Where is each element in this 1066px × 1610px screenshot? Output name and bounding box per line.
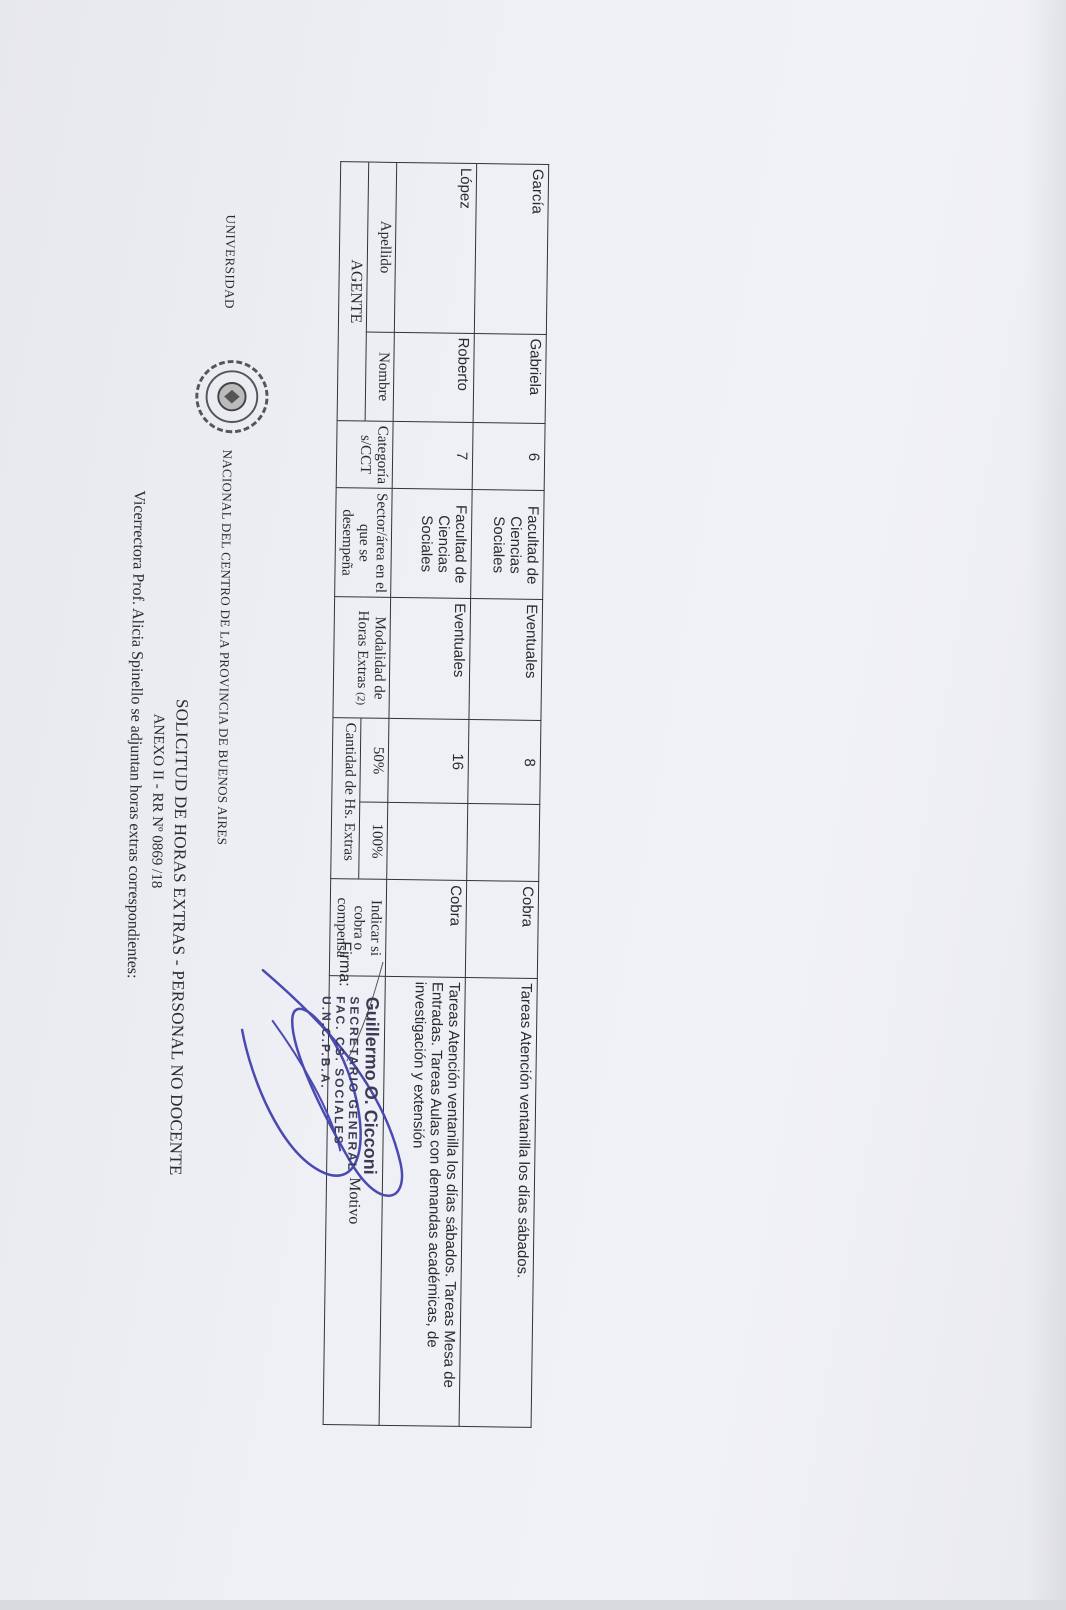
header-50: 50%: [360, 718, 389, 802]
cell-indicar: Cobra: [465, 881, 538, 979]
stamp-line-3: U.N.C.P.B.A.: [318, 995, 334, 1090]
header-modalidad-note: (2): [354, 692, 367, 706]
intro-text: Vicerrectora Prof. Alicia Spinello se adjuntan horas extras correspondientes:: [123, 490, 148, 979]
cell-apellido: García: [474, 164, 548, 335]
header-100: 100%: [359, 802, 388, 879]
cell-sector: Facultad de Ciencias Sociales: [471, 490, 545, 600]
cell-sector: Facultad de Ciencias Sociales: [391, 489, 473, 599]
cell-categoria: 7: [392, 421, 473, 489]
cell-50: 8: [468, 720, 541, 805]
cell-indicar: Cobra: [385, 880, 466, 978]
signature-stamp: [317, 996, 382, 1175]
cell-apellido: López: [394, 162, 476, 333]
cell-modalidad: Eventuales: [469, 599, 543, 721]
cell-categoria: 6: [472, 423, 545, 491]
header-indicar: Indicar si cobra o compensa: [329, 879, 386, 977]
header-agente: AGENTE: [337, 162, 369, 421]
cell-nombre: Roberto: [393, 332, 474, 422]
header-modalidad: [333, 597, 391, 719]
header-motivo: Motivo: [323, 976, 385, 1426]
cell-50: 16: [388, 719, 469, 804]
annex-reference: ANEXO II - RR Nº 0869 /18: [148, 713, 167, 889]
header-apellido: Apellido: [366, 162, 396, 332]
stamp-line-2: FAC. CS. SOCIALES: [331, 996, 348, 1146]
cell-motivo: Tareas Atención ventanilla los días sábados. Tareas Mesa de Entradas. Tareas Aulas con demandas académicas, de investigación y extensión: [379, 977, 465, 1427]
stamp-line-1: SECRETARIO GENERAL: [345, 996, 362, 1173]
header-cantidad: Cantidad de Hs. Extras: [331, 718, 361, 879]
cell-100: [467, 804, 540, 882]
header-nombre: Nombre: [365, 332, 394, 422]
document-sheet: [0, 96, 975, 1610]
overtime-table: [323, 161, 550, 1428]
stamp-name: Guillermo O. Cicconi: [360, 996, 383, 1175]
header-categoria: Categoría s/CCT: [336, 421, 393, 489]
university-seal-icon: [192, 357, 271, 436]
cell-100: [387, 803, 468, 881]
document-title: SOLICITUD DE HORAS EXTRAS - PERSONAL NO DOCENTE: [166, 698, 192, 1176]
cell-motivo: Tareas Atención ventanilla los días sábados.: [459, 978, 537, 1428]
university-name-left: UNIVERSIDAD: [222, 214, 239, 310]
university-name-right: NACIONAL DEL CENTRO DE LA PROVINCIA DE BUENOS AIRES: [214, 449, 236, 846]
page-edge-shadow: [1026, 0, 1066, 1600]
cell-nombre: Gabriela: [473, 333, 546, 423]
header-modalidad-label: Modalidad de Horas Extras: [353, 610, 388, 700]
firma-label: Firma:: [335, 941, 354, 987]
cell-modalidad: Eventuales: [389, 598, 471, 720]
header-sector: Sector/área en el que se desempeña: [335, 488, 393, 598]
